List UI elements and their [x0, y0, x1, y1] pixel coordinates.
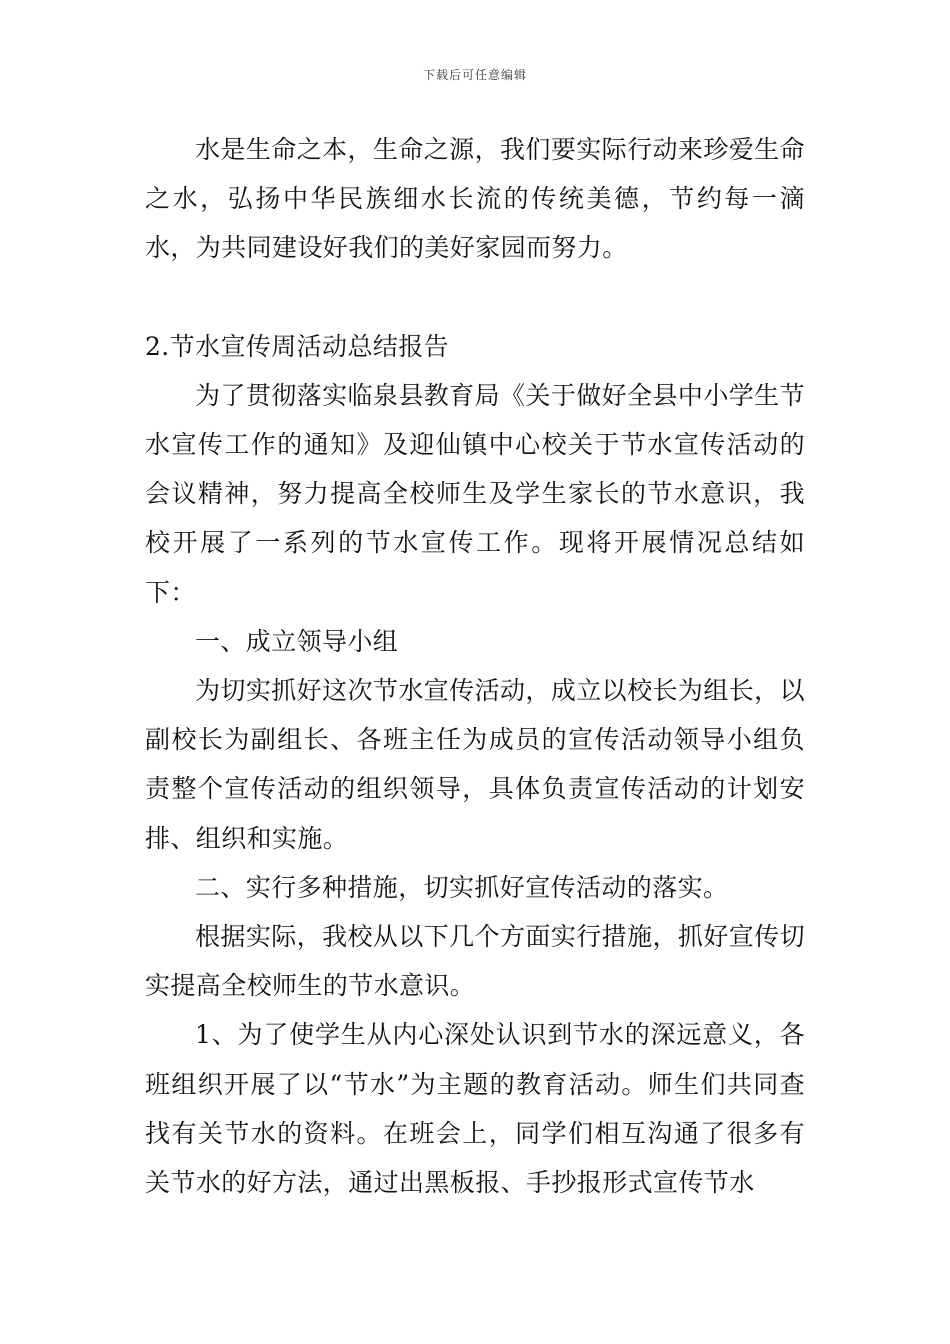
paragraph-measure-1: 1、为了使学生从内心深处认识到节水的深远意义，各班组织开展了以“节水”为主题的教育活动。师生们共同查找有关节水的资料。在班会上，同学们相互沟通了很多有关节水的好方法，通过出黑板报、手抄报形式宣传节水 — [145, 1020, 805, 1198]
paragraph-leadership: 为切实抓好这次节水宣传活动，成立以校长为组长，以副校长为副组长、各班主任为成员的宣传活动领导小组负责整个宣传活动的组织领导，具体负责宣传活动的计划安排、组织和实施。 — [145, 676, 805, 853]
paragraph-water-intro: 水是生命之本，生命之源，我们要实际行动来珍爱生命之水，弘扬中华民族细水长流的传统美德，节约每一滴水，为共同建设好我们的美好家园而努力。 — [145, 135, 805, 263]
subheading-leadership-group: 一、成立领导小组 — [195, 626, 399, 656]
paragraph-measures-intro: 根据实际，我校从以下几个方面实行措施，抓好宣传切实提高全校师生的节水意识。 — [145, 922, 805, 1001]
paragraph-purpose: 为了贯彻落实临泉县教育局《关于做好全县中小学生节水宣传工作的通知》及迎仙镇中心校关于节水宣传活动的会议精神，努力提高全校师生及学生家长的节水意识，我校开展了一系列的节水宣传工作。现将开展情况总结如下： — [145, 380, 805, 607]
page-header-note: 下载后可任意编辑 — [422, 68, 527, 82]
subheading-measures: 二、实行多种措施，切实抓好宣传活动的落实。 — [195, 872, 729, 902]
document-body — [145, 125, 805, 1207]
section-title: 2.节水宣传周活动总结报告 — [145, 331, 450, 361]
